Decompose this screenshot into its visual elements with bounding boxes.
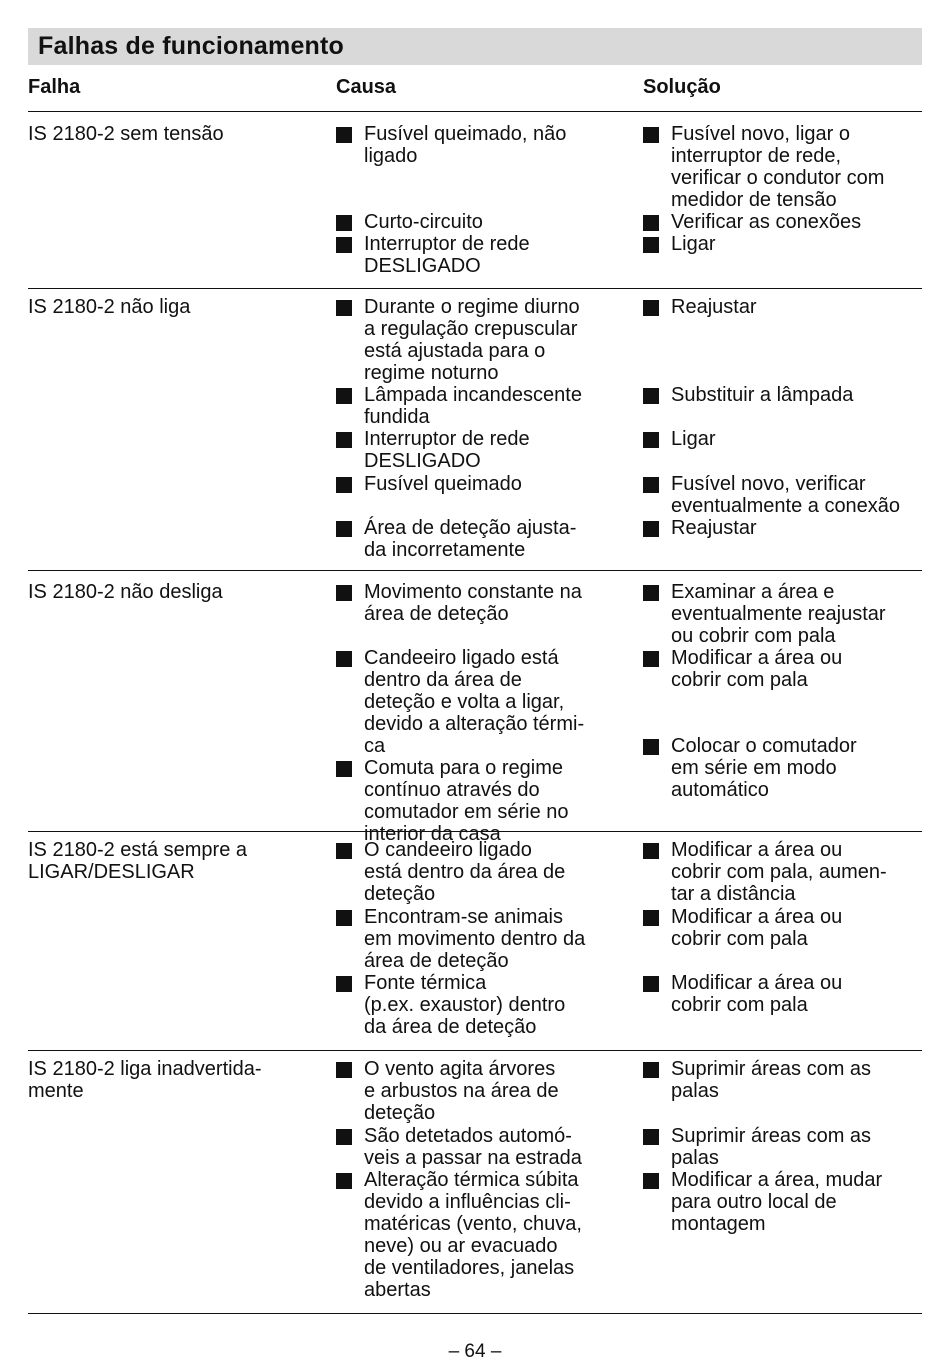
square-bullet-icon — [336, 585, 352, 601]
solution-item-text: Ligar — [671, 428, 716, 450]
header-divider — [28, 111, 922, 112]
solution-item-text: Verificar as conexões — [671, 211, 862, 233]
solution-item-text: Suprimir áreas com as palas — [671, 1058, 872, 1102]
cause-item-text: Fusível queimado, não ligado — [364, 123, 567, 167]
solution-item — [643, 839, 887, 905]
cause-item — [336, 211, 483, 233]
cause-item-text: O vento agita árvores e arbustos na área de deteção — [364, 1058, 559, 1124]
solution-item — [643, 1125, 871, 1169]
cause-item — [336, 473, 522, 495]
square-bullet-icon — [336, 1062, 352, 1078]
solution-item-text: Ligar — [671, 233, 716, 255]
cause-item-text: Movimento constante na área de deteção — [364, 581, 582, 625]
solution-item — [643, 384, 853, 406]
column-header-solution: Solução — [643, 76, 721, 98]
cause-item-text: Candeeiro ligado está dentro da área de deteção e volta a ligar, devido a alteração térmi- ca — [364, 647, 585, 757]
cause-item-text: Alteração térmica súbita devido a influências cli- matéricas (vento, chuva, neve) ou ar evacuado de ventiladores, janelas abertas — [364, 1169, 582, 1301]
square-bullet-icon — [336, 388, 352, 404]
square-bullet-icon — [643, 127, 659, 143]
column-header-fault: Falha — [28, 76, 81, 98]
cause-item-text: Durante o regime diurno a regulação crepuscular está ajustada para o regime noturno — [364, 296, 580, 384]
column-header-cause: Causa — [336, 76, 397, 98]
square-bullet-icon — [336, 432, 352, 448]
square-bullet-icon — [336, 521, 352, 537]
fault-cell: IS 2180-2 não desliga — [28, 581, 223, 603]
row-divider — [28, 831, 922, 832]
solution-item — [643, 517, 757, 539]
square-bullet-icon — [643, 739, 659, 755]
solution-item-text: Suprimir áreas com as palas — [671, 1125, 872, 1169]
cause-item — [336, 296, 580, 384]
square-bullet-icon — [643, 843, 659, 859]
cause-item — [336, 647, 584, 757]
row-divider — [28, 288, 922, 289]
cause-item — [336, 1058, 559, 1124]
cause-item-text: Encontram-se animais em movimento dentro da área de deteção — [364, 906, 586, 972]
cause-item — [336, 581, 582, 625]
solution-item-text: Reajustar — [671, 517, 757, 539]
square-bullet-icon — [336, 477, 352, 493]
square-bullet-icon — [336, 976, 352, 992]
row-divider — [28, 1050, 922, 1051]
section-title-bar — [28, 28, 922, 65]
cause-item-text: Interruptor de rede DESLIGADO — [364, 428, 530, 472]
solution-item-text: Modificar a área, mudar para outro local de montagem — [671, 1169, 883, 1235]
square-bullet-icon — [643, 432, 659, 448]
square-bullet-icon — [336, 215, 352, 231]
cause-item-text: Área de deteção ajusta- da incorretamente — [364, 517, 577, 561]
solution-item-text: Colocar o comutador em série em modo automático — [671, 735, 857, 801]
fault-cell: IS 2180-2 não liga — [28, 296, 191, 318]
solution-item — [643, 296, 757, 318]
cause-item-text: Interruptor de rede DESLIGADO — [364, 233, 530, 277]
square-bullet-icon — [643, 388, 659, 404]
cause-item-text: Lâmpada incandescente fundida — [364, 384, 582, 428]
square-bullet-icon — [643, 215, 659, 231]
cause-item-text: São detetados automó- veis a passar na estrada — [364, 1125, 582, 1169]
solution-item-text: Examinar a área e eventualmente reajustar ou cobrir com pala — [671, 581, 886, 647]
solution-item — [643, 473, 900, 517]
square-bullet-icon — [336, 127, 352, 143]
cause-item — [336, 1169, 582, 1301]
cause-item — [336, 839, 565, 905]
cause-item-text: Comuta para o regime contínuo através do comutador em série no interior da casa — [364, 757, 569, 845]
solution-item — [643, 233, 715, 255]
fault-cell: IS 2180-2 sem tensão — [28, 123, 224, 145]
cause-item — [336, 517, 576, 561]
square-bullet-icon — [643, 237, 659, 253]
square-bullet-icon — [643, 300, 659, 316]
cause-item-text: O candeeiro ligado está dentro da área de deteção — [364, 839, 566, 905]
square-bullet-icon — [643, 1062, 659, 1078]
solution-item — [643, 428, 715, 450]
cause-item-text: Fusível queimado — [364, 473, 522, 495]
cause-item — [336, 1125, 582, 1169]
square-bullet-icon — [643, 651, 659, 667]
square-bullet-icon — [336, 910, 352, 926]
section-title: Falhas de funcionamento — [38, 32, 345, 60]
row-divider — [28, 570, 922, 571]
solution-item-text: Modificar a área ou cobrir com pala — [671, 972, 843, 1016]
fault-cell: IS 2180-2 liga inadvertida- mente — [28, 1058, 262, 1102]
cause-item — [336, 123, 566, 167]
solution-item-text: Fusível novo, verificar eventualmente a conexão — [671, 473, 901, 517]
square-bullet-icon — [643, 1129, 659, 1145]
solution-item-text: Modificar a área ou cobrir com pala, aumen- tar a distância — [671, 839, 887, 905]
square-bullet-icon — [336, 237, 352, 253]
solution-item — [643, 581, 886, 647]
cause-item-text: Fonte térmica (p.ex. exaustor) dentro da área de deteção — [364, 972, 566, 1038]
cause-item — [336, 972, 565, 1038]
square-bullet-icon — [643, 585, 659, 601]
solution-item — [643, 123, 884, 211]
cause-item-text: Curto-circuito — [364, 211, 483, 233]
solution-item-text: Reajustar — [671, 296, 757, 318]
square-bullet-icon — [643, 1173, 659, 1189]
solution-item — [643, 906, 842, 950]
square-bullet-icon — [336, 1173, 352, 1189]
square-bullet-icon — [643, 976, 659, 992]
solution-item — [643, 735, 857, 801]
solution-item — [643, 1058, 871, 1102]
solution-item-text: Substituir a lâmpada — [671, 384, 854, 406]
solution-item — [643, 211, 861, 233]
square-bullet-icon — [643, 477, 659, 493]
row-divider — [28, 1313, 922, 1314]
square-bullet-icon — [336, 761, 352, 777]
cause-item — [336, 233, 530, 277]
page-number: – 64 – — [448, 1341, 502, 1362]
square-bullet-icon — [643, 910, 659, 926]
fault-cell: IS 2180-2 está sempre a LIGAR/DESLIGAR — [28, 839, 248, 883]
square-bullet-icon — [643, 521, 659, 537]
square-bullet-icon — [336, 651, 352, 667]
square-bullet-icon — [336, 300, 352, 316]
cause-item — [336, 428, 530, 472]
solution-item — [643, 647, 842, 691]
square-bullet-icon — [336, 1129, 352, 1145]
square-bullet-icon — [336, 843, 352, 859]
cause-item — [336, 906, 585, 972]
solution-item-text: Modificar a área ou cobrir com pala — [671, 647, 843, 691]
solution-item-text: Fusível novo, ligar o interruptor de rede, verificar o condutor com medidor de tensão — [671, 123, 885, 211]
solution-item — [643, 1169, 882, 1235]
cause-item — [336, 384, 582, 428]
solution-item — [643, 972, 842, 1016]
solution-item-text: Modificar a área ou cobrir com pala — [671, 906, 843, 950]
